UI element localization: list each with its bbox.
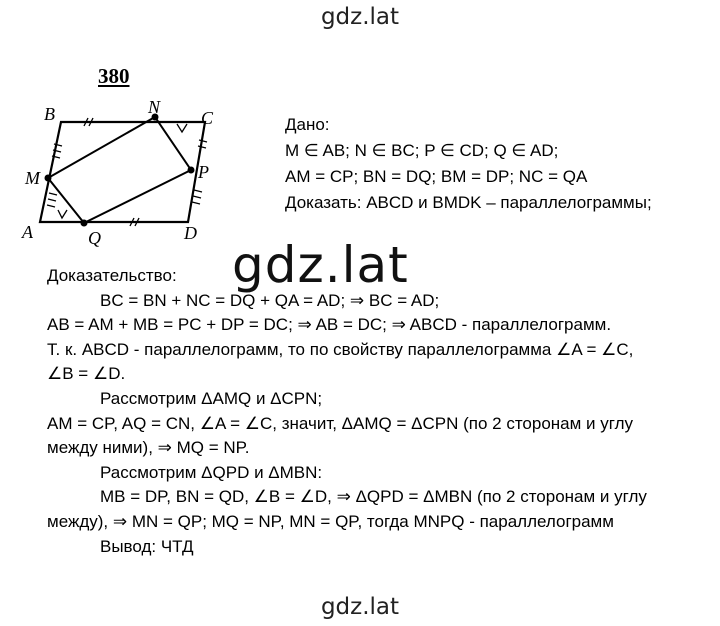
given-line-2: AM = CP; BN = DQ; BM = DP; NC = QA	[285, 167, 588, 186]
label-d: D	[184, 223, 197, 243]
proof-line: между ними), ⇒ MQ = NP.	[47, 438, 250, 458]
angle-mark-c	[177, 124, 187, 132]
label-b: B	[44, 104, 55, 124]
problem-number: 380	[98, 64, 130, 88]
proof-line: AB = AM + MB = PC + DP = DC; ⇒ AB = DC; ⇒ ABCD - параллелограмм.	[47, 315, 612, 335]
proof-line: Т. к. ABCD - параллелограмм, то по свойству параллелограмма ∠A = ∠C,	[47, 339, 634, 359]
parallelogram-abcd	[40, 122, 205, 222]
proof-conclusion: Вывод: ЧТД	[100, 536, 194, 556]
point-p	[188, 167, 195, 174]
given-line-3: Доказать: ABCD и BMDK – параллелограммы;	[285, 193, 652, 212]
label-a: A	[22, 222, 33, 242]
proof-line: ∠B = ∠D.	[47, 364, 126, 384]
watermark-middle: gdz.lat	[232, 236, 409, 294]
given-title: Дано:	[285, 115, 330, 134]
proof-line: AM = CP, AQ = CN, ∠A = ∠C, значит, ΔAMQ = ΔCPN (по 2 сторонам и углу	[47, 413, 634, 433]
proof-line: MB = DP, BN = QD, ∠B = ∠D, ⇒ ΔQPD = ΔMBN (по 2 сторонам и углу	[100, 487, 647, 507]
proof-block	[47, 264, 647, 559]
proof-line: между), ⇒ MN = QP; MQ = NP, MN = QP, тогда MNPQ - параллелограмм	[47, 511, 614, 531]
parallelogram-figure	[18, 98, 218, 258]
label-m: M	[25, 168, 40, 188]
label-c: C	[201, 108, 214, 128]
point-q	[81, 220, 88, 227]
watermark-top: gdz.lat	[320, 4, 400, 30]
given-line-1: M ∈ AB; N ∈ BC; P ∈ CD; Q ∈ AD;	[285, 141, 559, 160]
parallelogram-mnpq	[48, 117, 191, 223]
point-m	[45, 175, 52, 182]
proof-line: Рассмотрим ΔAMQ и ΔCPN;	[100, 388, 323, 408]
label-q: Q	[88, 228, 101, 248]
proof-title: Доказательство:	[47, 266, 177, 285]
label-p: P	[198, 162, 209, 182]
angle-mark-a	[58, 210, 67, 218]
proof-line: Рассмотрим ΔQPD и ΔMBN:	[100, 462, 323, 482]
label-n: N	[148, 98, 161, 117]
given-block	[285, 112, 652, 216]
proof-line: BC = BN + NC = DQ + QA = AD; ⇒ BC = AD;	[100, 290, 440, 310]
watermark-bottom: gdz.lat	[320, 594, 400, 620]
